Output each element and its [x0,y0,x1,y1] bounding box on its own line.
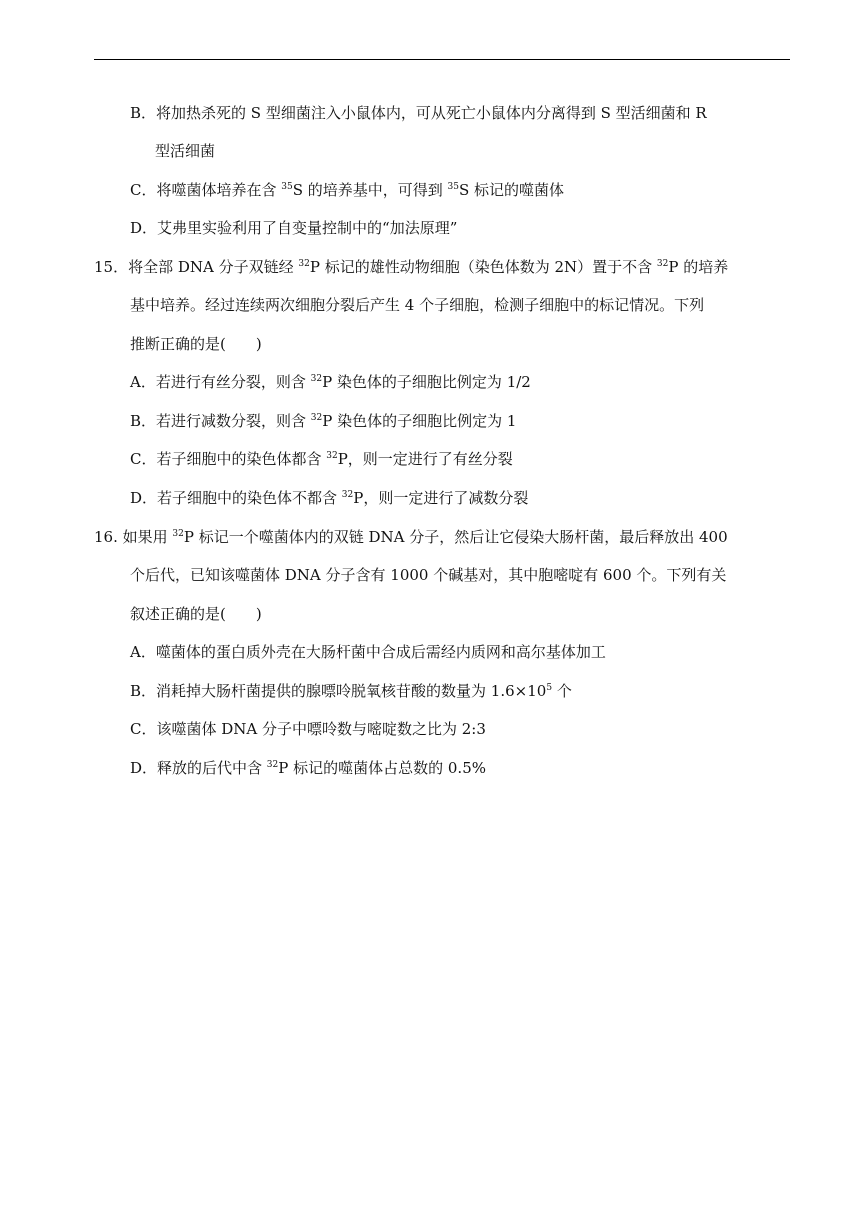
q15-option-d: D．若子细胞中的染色体不都含 $^{32}$P，则一定进行了减数分裂 [130,489,529,507]
q15-option-c: C．若子细胞中的染色体都含 $^{32}$P，则一定进行了有丝分裂 [130,450,513,468]
q16-stem-line3: 叙述正确的是( ) [130,605,262,623]
q15-stem-line3: 推断正确的是( ) [130,335,262,353]
q15-stem-line1: 15．将全部 DNA 分子双链经 $^{32}$P 标记的雄性动物细胞（染色体数为 2N）置于不含 $^{32}$P 的培养 [94,258,729,276]
q14-option-d: D．艾弗里实验利用了自变量控制中的“加法原理” [130,219,458,237]
header-rule [94,59,790,60]
q16-option-d: D．释放的后代中含 $^{32}$P 标记的噬菌体占总数的 0.5% [130,759,486,777]
q14-option-b-line1: B．将加热杀死的 S 型细菌注入小鼠体内，可从死亡小鼠体内分离得到 S 型活细菌和 R [130,104,707,122]
q16-stem-line1: 16. 如果用 $^{32}$P 标记一个噬菌体内的双链 DNA 分子，然后让它侵染大肠杆菌，最后释放出 400 [94,528,728,546]
q16-option-b: B．消耗掉大肠杆菌提供的腺嘌呤脱氧核苷酸的数量为 $1.6\times 10^5$ 个 [130,682,572,700]
q15-stem-line2: 基中培养。经过连续两次细胞分裂后产生 4 个子细胞，检测子细胞中的标记情况。下列 [130,296,705,314]
q14-option-c: C．将噬菌体培养在含 $^{35}$S 的培养基中，可得到 $^{35}$S 标记的噬菌体 [130,181,565,199]
q16-stem-line2: 个后代，已知该噬菌体 DNA 分子含有 1000 个碱基对，其中胞嘧啶有 600 个。下列有关 [130,566,727,584]
q16-option-c: C．该噬菌体 DNA 分子中嘌呤数与嘧啶数之比为 2:3 [130,720,486,738]
q15-option-b: B．若进行减数分裂，则含 $^{32}$P 染色体的子细胞比例定为 1 [130,412,517,430]
q16-option-a: A．噬菌体的蛋白质外壳在大肠杆菌中合成后需经内质网和高尔基体加工 [130,643,606,661]
q15-option-a: A．若进行有丝分裂，则含 $^{32}$P 染色体的子细胞比例定为 1/2 [130,373,531,391]
q14-option-b-line2: 型活细菌 [155,142,216,160]
